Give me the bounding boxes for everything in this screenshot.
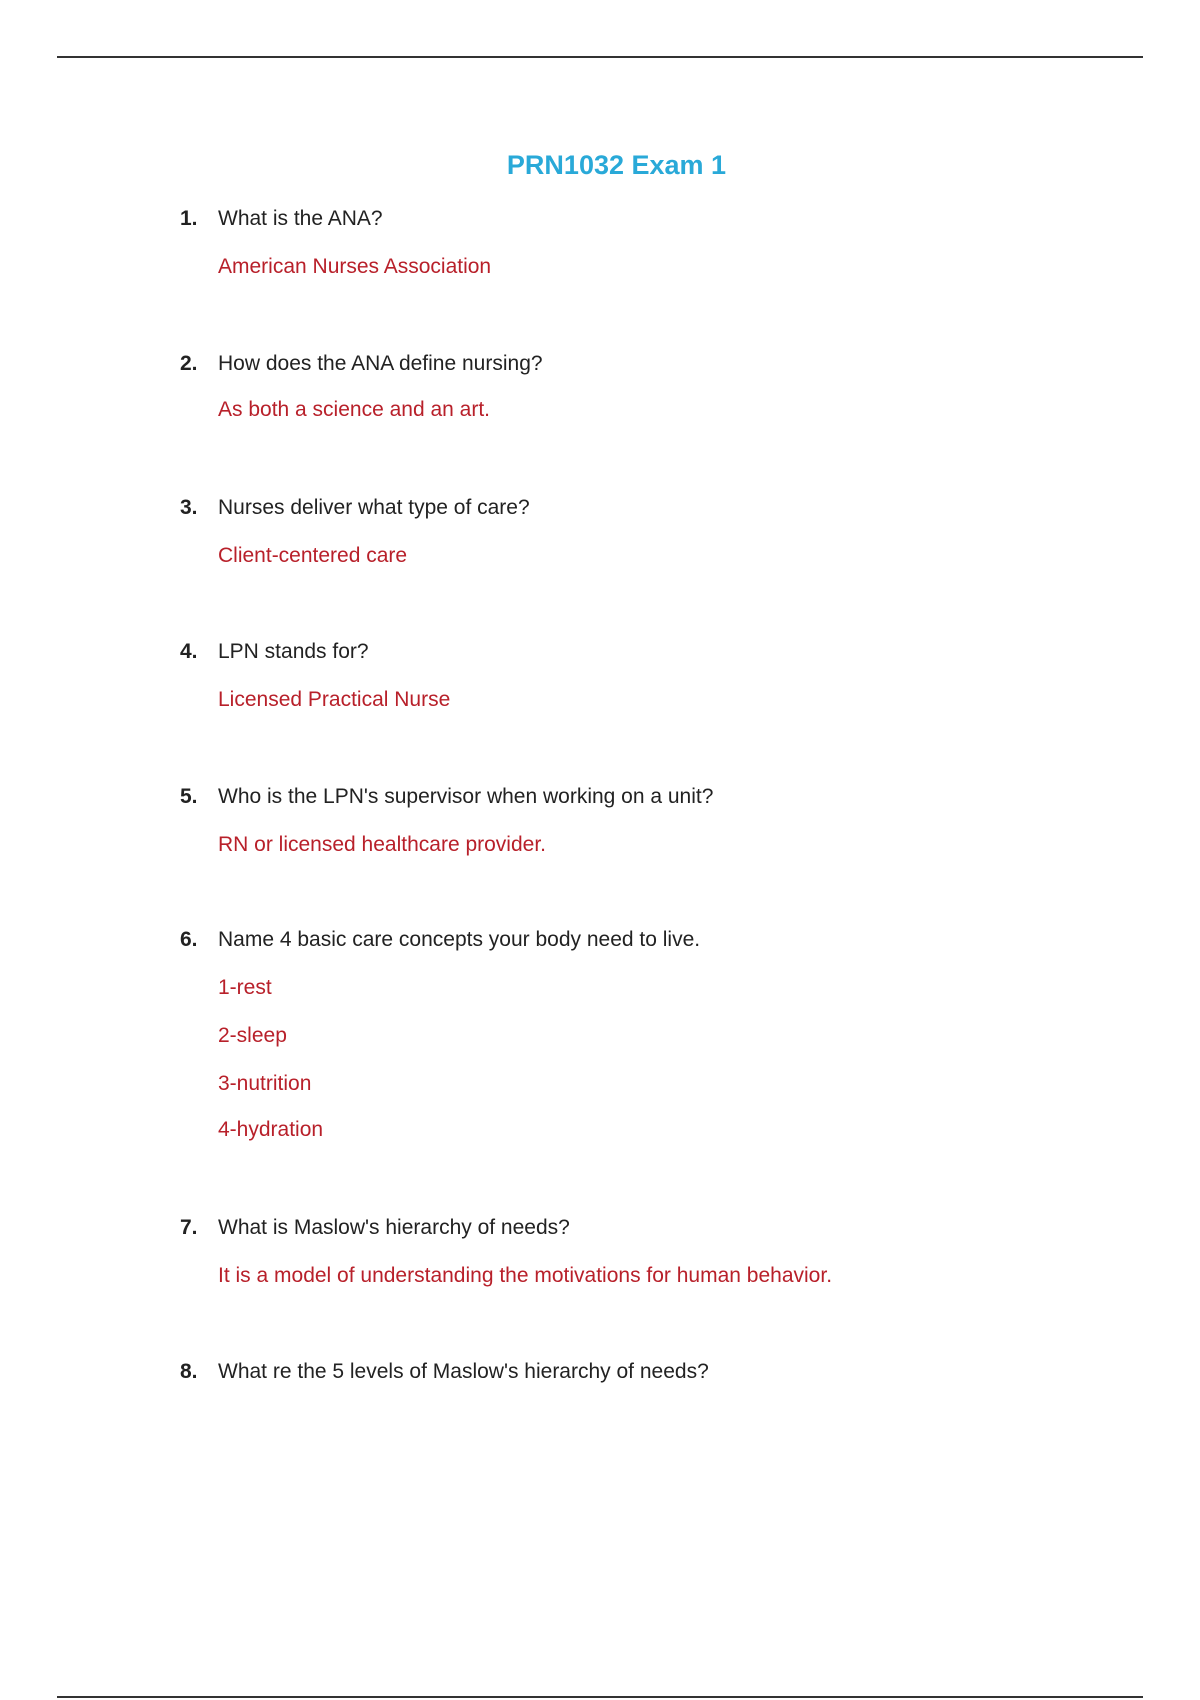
question-number: 3. bbox=[180, 496, 198, 519]
question bbox=[180, 205, 1140, 233]
bottom-rule bbox=[57, 1696, 1143, 1698]
question-number: 8. bbox=[180, 1360, 198, 1383]
question-block-4 bbox=[180, 638, 1140, 714]
answer-text: 1-rest bbox=[218, 976, 272, 999]
answer-text: American Nurses Association bbox=[218, 255, 492, 278]
question-block-7 bbox=[180, 1214, 1140, 1290]
answer-text: Licensed Practical Nurse bbox=[218, 688, 451, 711]
question-block-5 bbox=[180, 783, 1140, 859]
question bbox=[180, 1358, 1140, 1386]
answer-text: 3-nutrition bbox=[218, 1072, 312, 1095]
question-text: What is the ANA? bbox=[218, 207, 383, 230]
question bbox=[180, 783, 1140, 811]
answer-text: It is a model of understanding the motivations for human behavior. bbox=[218, 1264, 833, 1287]
question-block-1 bbox=[180, 205, 1140, 281]
question-text: Nurses deliver what type of care? bbox=[218, 496, 530, 519]
question bbox=[180, 638, 1140, 666]
page-title: PRN1032 Exam 1 bbox=[506, 150, 727, 180]
question-block-3 bbox=[180, 494, 1140, 570]
question bbox=[180, 494, 1140, 522]
question-block-6 bbox=[180, 926, 1140, 1144]
question-number: 5. bbox=[180, 785, 198, 808]
question bbox=[180, 1214, 1140, 1242]
question bbox=[180, 926, 1140, 954]
answer-text: As both a science and an art. bbox=[218, 398, 491, 421]
question-block-8 bbox=[180, 1358, 1140, 1386]
answer-text: 4-hydration bbox=[218, 1118, 324, 1141]
question-number: 1. bbox=[180, 207, 198, 230]
question-text: What is Maslow's hierarchy of needs? bbox=[218, 1216, 570, 1239]
top-rule bbox=[57, 56, 1143, 58]
question-text: Name 4 basic care concepts your body need to live. bbox=[218, 928, 701, 951]
question-text: How does the ANA define nursing? bbox=[218, 352, 543, 375]
question bbox=[180, 350, 1140, 378]
question-text: LPN stands for? bbox=[218, 640, 369, 663]
answer-text: Client-centered care bbox=[218, 544, 408, 567]
answer-text: 2-sleep bbox=[218, 1024, 287, 1047]
question-text: What re the 5 levels of Maslow's hierarchy of needs? bbox=[218, 1360, 709, 1383]
question-text: Who is the LPN's supervisor when working on a unit? bbox=[218, 785, 714, 808]
question-number: 4. bbox=[180, 640, 198, 663]
question-number: 2. bbox=[180, 352, 198, 375]
answer-text: RN or licensed healthcare provider. bbox=[218, 833, 547, 856]
question-block-2 bbox=[180, 350, 1140, 424]
question-number: 7. bbox=[180, 1216, 198, 1239]
question-number: 6. bbox=[180, 928, 198, 951]
